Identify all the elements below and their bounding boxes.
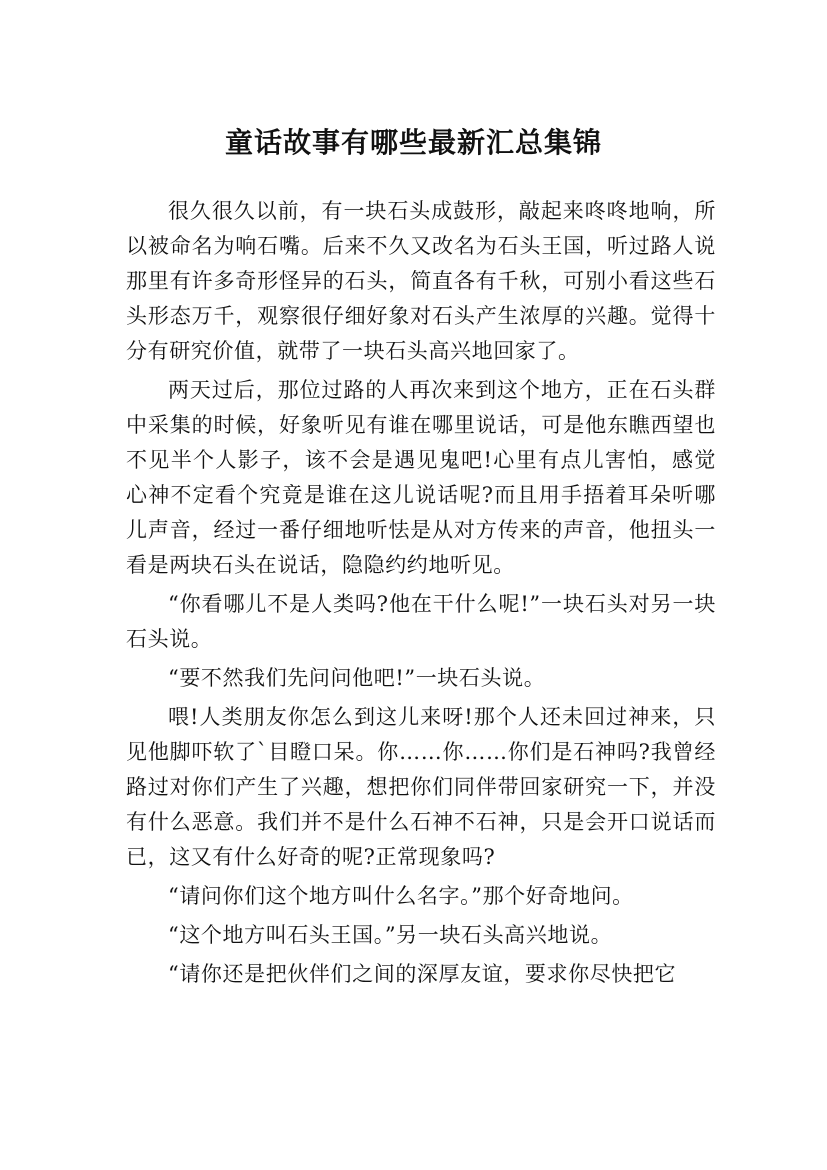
- paragraph: “请问你们这个地方叫什么名字。”那个好奇地问。: [168, 884, 634, 908]
- paragraph: “要不然我们先问问他吧!”一块石头说。: [168, 666, 546, 690]
- paragraph: 两天过后，那位过路的人再次来到这个地方，正在石头群中采集的时候，好象听见有谁在哪里说话，可是他东瞧西望也不见半个人影子，该不会是遇见鬼吧!心里有点儿害怕，感觉心神不定看个究竟是谁在这儿说话呢?而且用手捂着耳朵听哪儿声音，经过一番仔细地听怯是从对方传来的声音，他扭头一看是两块石头在说话，隐隐约约地听见。: [126, 378, 716, 577]
- document-title: 童话故事有哪些最新汇总集锦: [224, 125, 602, 159]
- document-body: [126, 194, 716, 996]
- paragraph: “请你还是把伙伴们之间的深厚友谊，要求你尽快把它: [168, 962, 677, 986]
- paragraph: “这个地方叫石头王国。”另一块石头高兴地说。: [168, 923, 613, 947]
- paragraph: “你看哪儿不是人类吗?他在干什么呢!”一块石头对另一块石头说。: [126, 592, 716, 651]
- paragraph: 喂!人类朋友你怎么到这儿来呀!那个人还未回过神来，只见他脚吓软了`目瞪口呆。你……你……你们是石神吗?我曾经路过对你们产生了兴趣，想把你们同伴带回家研究一下，并没有什么恶意。我们并不是什么石神不石神，只是会开口说话而已，这又有什么好奇的呢?正常现象吗?: [126, 705, 716, 869]
- paragraph: 很久很久以前，有一块石头成鼓形，敲起来咚咚地响，所以被命名为响石嘴。后来不久又改名为石头王国，听过路人说那里有许多奇形怪异的石头，简直各有千秋，可别小看这些石头形态万千，观察很仔细好象对石头产生浓厚的兴趣。觉得十分有研究价值，就带了一块石头高兴地回家了。: [126, 199, 716, 363]
